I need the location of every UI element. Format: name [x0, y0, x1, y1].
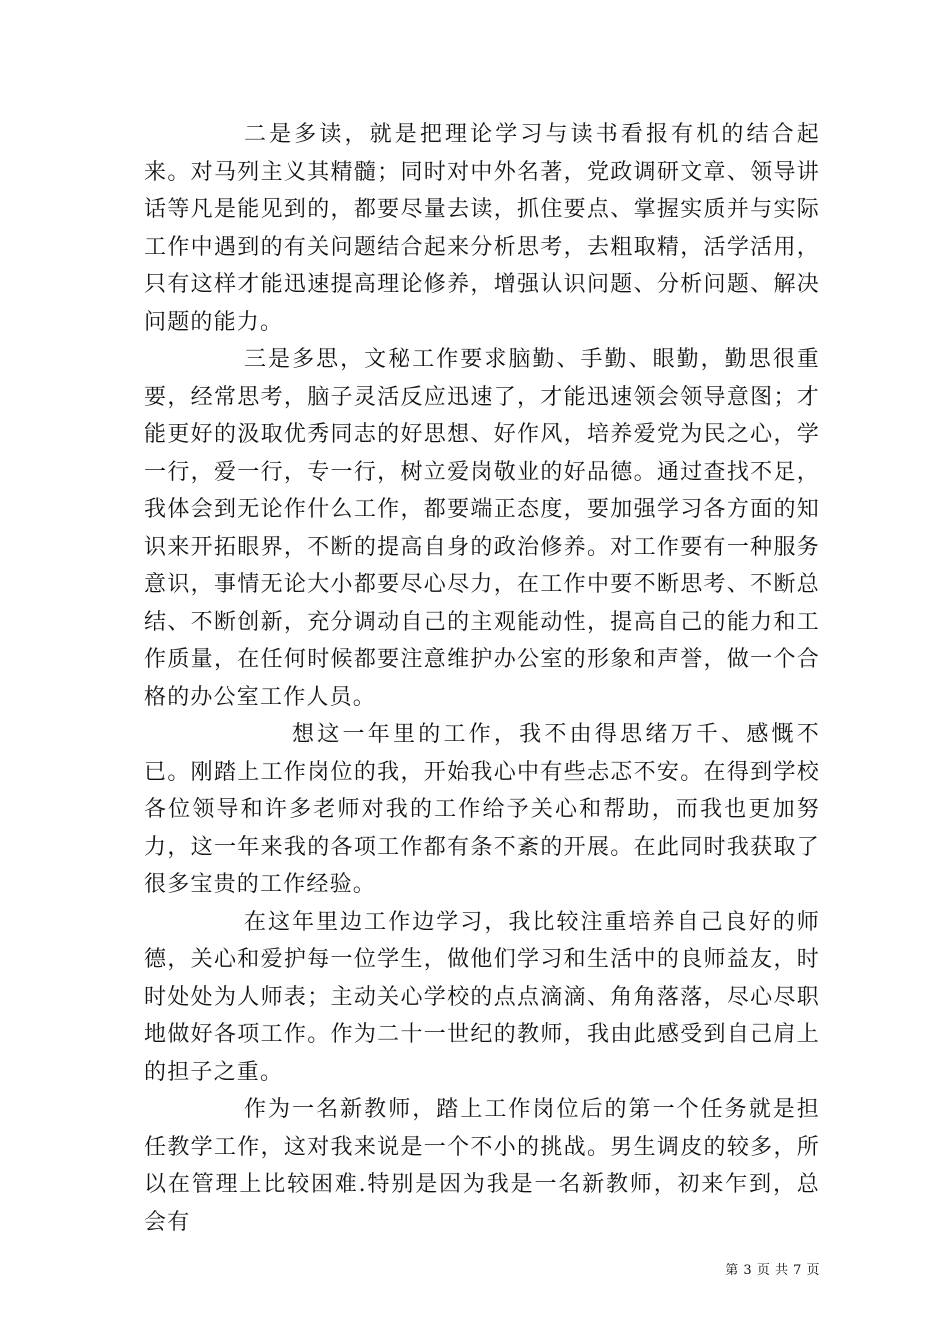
paragraph: 三是多思，文秘工作要求脑勤、手勤、眼勤，勤思很重要，经常思考，脑子灵活反应迅速了，才能迅速领会领导意图；才能更好的汲取优秀同志的好思想、好作风，培养爱党为民之心，学一行，爱一行，专一行，树立爱岗敬业的好品德。通过查找不足，我体会到无论作什么工作，都要端正态度，要加强学习各方面的知识来开拓眼界，不断的提高自身的政治修养。对工作要有一种服务意识，事情无论大小都要尽心尽力，在工作中要不断思考、不断总结、不断创新，充分调动自己的主观能动性，提高自己的能力和工作质量，在任何时候都要注意维护办公室的形象和声誉，做一个合格的办公室工作人员。	[144, 347, 820, 710]
paragraph: 想这一年里的工作，我不由得思绪万千、感慨不已。刚踏上工作岗位的我，开始我心中有些忐忑不安。在得到学校各位领导和许多老师对我的工作给予关心和帮助，而我也更加努力，这一年来我的各项工作都有条不紊的开展。在此同时我获取了很多宝贵的工作经验。	[144, 722, 820, 897]
paragraph: 二是多读，就是把理论学习与读书看报有机的结合起来。对马列主义其精髓；同时对中外名著，党政调研文章、领导讲话等凡是能见到的，都要尽量去读，抓住要点、掌握实质并与实际工作中遇到的有关问题结合起来分析思考，去粗取精，活学活用，只有这样才能迅速提高理论修养，增强认识问题、分析问题、解决问题的能力。	[144, 122, 820, 335]
page-number-footer: 第 3 页 共 7 页	[725, 1263, 820, 1278]
document-body	[144, 116, 820, 1241]
paragraph: 在这年里边工作边学习，我比较注重培养自己良好的师德，关心和爱护每一位学生，做他们学习和生活中的良师益友，时时处处为人师表；主动关心学校的点点滴滴、角角落落，尽心尽职地做好各项工作。作为二十一世纪的教师，我由此感受到自己肩上的担子之重。	[144, 909, 820, 1085]
paragraph: 作为一名新教师，踏上工作岗位后的第一个任务就是担任教学工作，这对我来说是一个不小的挑战。男生调皮的较多，所以在管理上比较困难.特别是因为我是一名新教师，初来乍到，总会有	[144, 1097, 820, 1235]
